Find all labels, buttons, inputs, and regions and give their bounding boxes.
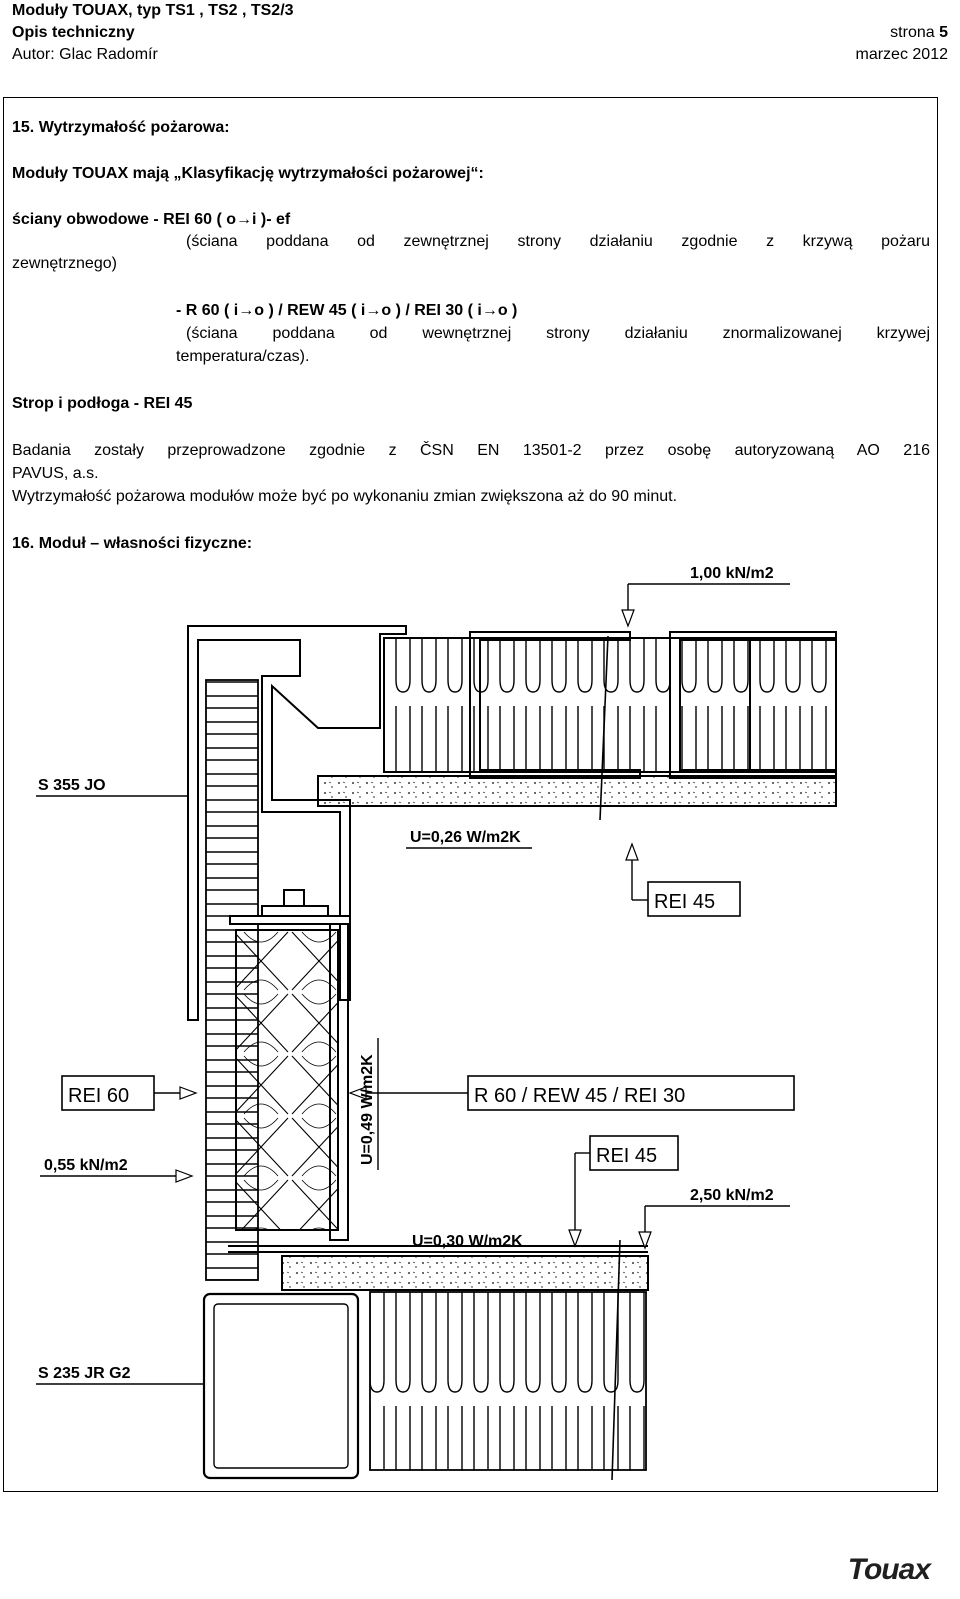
arrowhead-wall-rei xyxy=(180,1087,196,1099)
section-15-heading: 15. Wytrzymałość pożarowa: xyxy=(12,119,230,136)
page-indicator xyxy=(890,22,948,44)
label-floor-rei: REI 45 xyxy=(596,1145,658,1167)
bolt-head xyxy=(284,890,304,906)
wall-inner-board xyxy=(236,930,338,1230)
touax-logo: Touax xyxy=(847,1553,930,1586)
label-wall-u: U=0,49 W/m2K xyxy=(359,1054,376,1165)
research-line-1: Badania zostały przeprowadzone zgodnie z ČSN EN 13501-2 przez osobę autoryzowaną AO 216 xyxy=(12,442,930,459)
label-wall-internal-rating: R 60 / REW 45 / REI 30 xyxy=(474,1085,686,1107)
label-wall-rei: REI 60 xyxy=(68,1085,130,1107)
document-title: Moduły TOUAX, typ TS1 , TS2 , TS2/3 xyxy=(12,2,294,19)
label-steel-bottom: S 235 JR G2 xyxy=(38,1365,131,1382)
page-header xyxy=(12,0,948,66)
floor-classification: Strop i podłoga - REI 45 xyxy=(12,395,193,412)
section-16-heading: 16. Moduł – własności fizyczne: xyxy=(12,535,253,552)
module-cross-section-drawing xyxy=(0,560,960,1490)
label-wall-load: 0,55 kN/m2 xyxy=(44,1157,128,1174)
label-floor-u: U=0,30 W/m2K xyxy=(412,1233,523,1250)
arrowhead-roof-rei xyxy=(626,844,638,860)
header-author-row xyxy=(12,44,948,66)
arrowhead-roof-load xyxy=(622,610,634,626)
page-number: 5 xyxy=(939,24,948,41)
section-15-intro: Moduły TOUAX mają „Klasyfikację wytrzymałości pożarowej“: xyxy=(12,165,484,182)
base-frame-tube xyxy=(204,1294,358,1478)
label-floor-load: 2,50 kN/m2 xyxy=(690,1187,774,1204)
label-roof-rei: REI 45 xyxy=(654,891,716,913)
walls-internal-note-line-2: temperatura/czas). xyxy=(176,348,310,365)
base-frame-tube-inner xyxy=(214,1304,348,1468)
page-label: strona xyxy=(890,24,935,41)
bolt-washer xyxy=(262,906,328,916)
author: Autor: Glac Radomír xyxy=(12,46,158,63)
extension-note: Wytrzymałość pożarowa modułów może być po wykonaniu zmian zwiększona aż do 90 minut. xyxy=(12,488,678,505)
label-roof-load: 1,00 kN/m2 xyxy=(690,565,774,582)
walls-classification: ściany obwodowe - REI 60 ( o→i )- ef xyxy=(12,211,291,228)
document-subtitle: Opis techniczny xyxy=(12,24,135,41)
research-line-2: PAVUS, a.s. xyxy=(12,465,99,482)
roof-slab xyxy=(318,776,836,806)
label-steel-top: S 355 JO xyxy=(38,777,106,794)
walls-internal-note-line-1: (ściana poddana od wewnętrznej strony działaniu znormalizowanej krzywej xyxy=(186,325,930,342)
arrowhead-wall-load xyxy=(176,1170,192,1182)
label-roof-u: U=0,26 W/m2K xyxy=(410,829,521,846)
floor-insulation xyxy=(370,1292,646,1470)
header-subtitle-row xyxy=(12,22,948,44)
bolt-plate xyxy=(230,916,350,924)
date: marzec 2012 xyxy=(855,46,948,63)
arrowhead-floor-rei xyxy=(569,1230,581,1246)
header-title-row xyxy=(12,0,948,22)
floor-slab xyxy=(282,1256,648,1290)
walls-note-line-2: zewnętrznego) xyxy=(12,255,117,272)
walls-note-line-1: (ściana poddana od zewnętrznej strony działaniu zgodnie z krzywą pożaru xyxy=(186,233,930,250)
walls-internal-classification: - R 60 ( i→o ) / REW 45 ( i→o ) / REI 30 ( i→o ) xyxy=(176,302,518,319)
roof-insulation xyxy=(384,638,836,772)
